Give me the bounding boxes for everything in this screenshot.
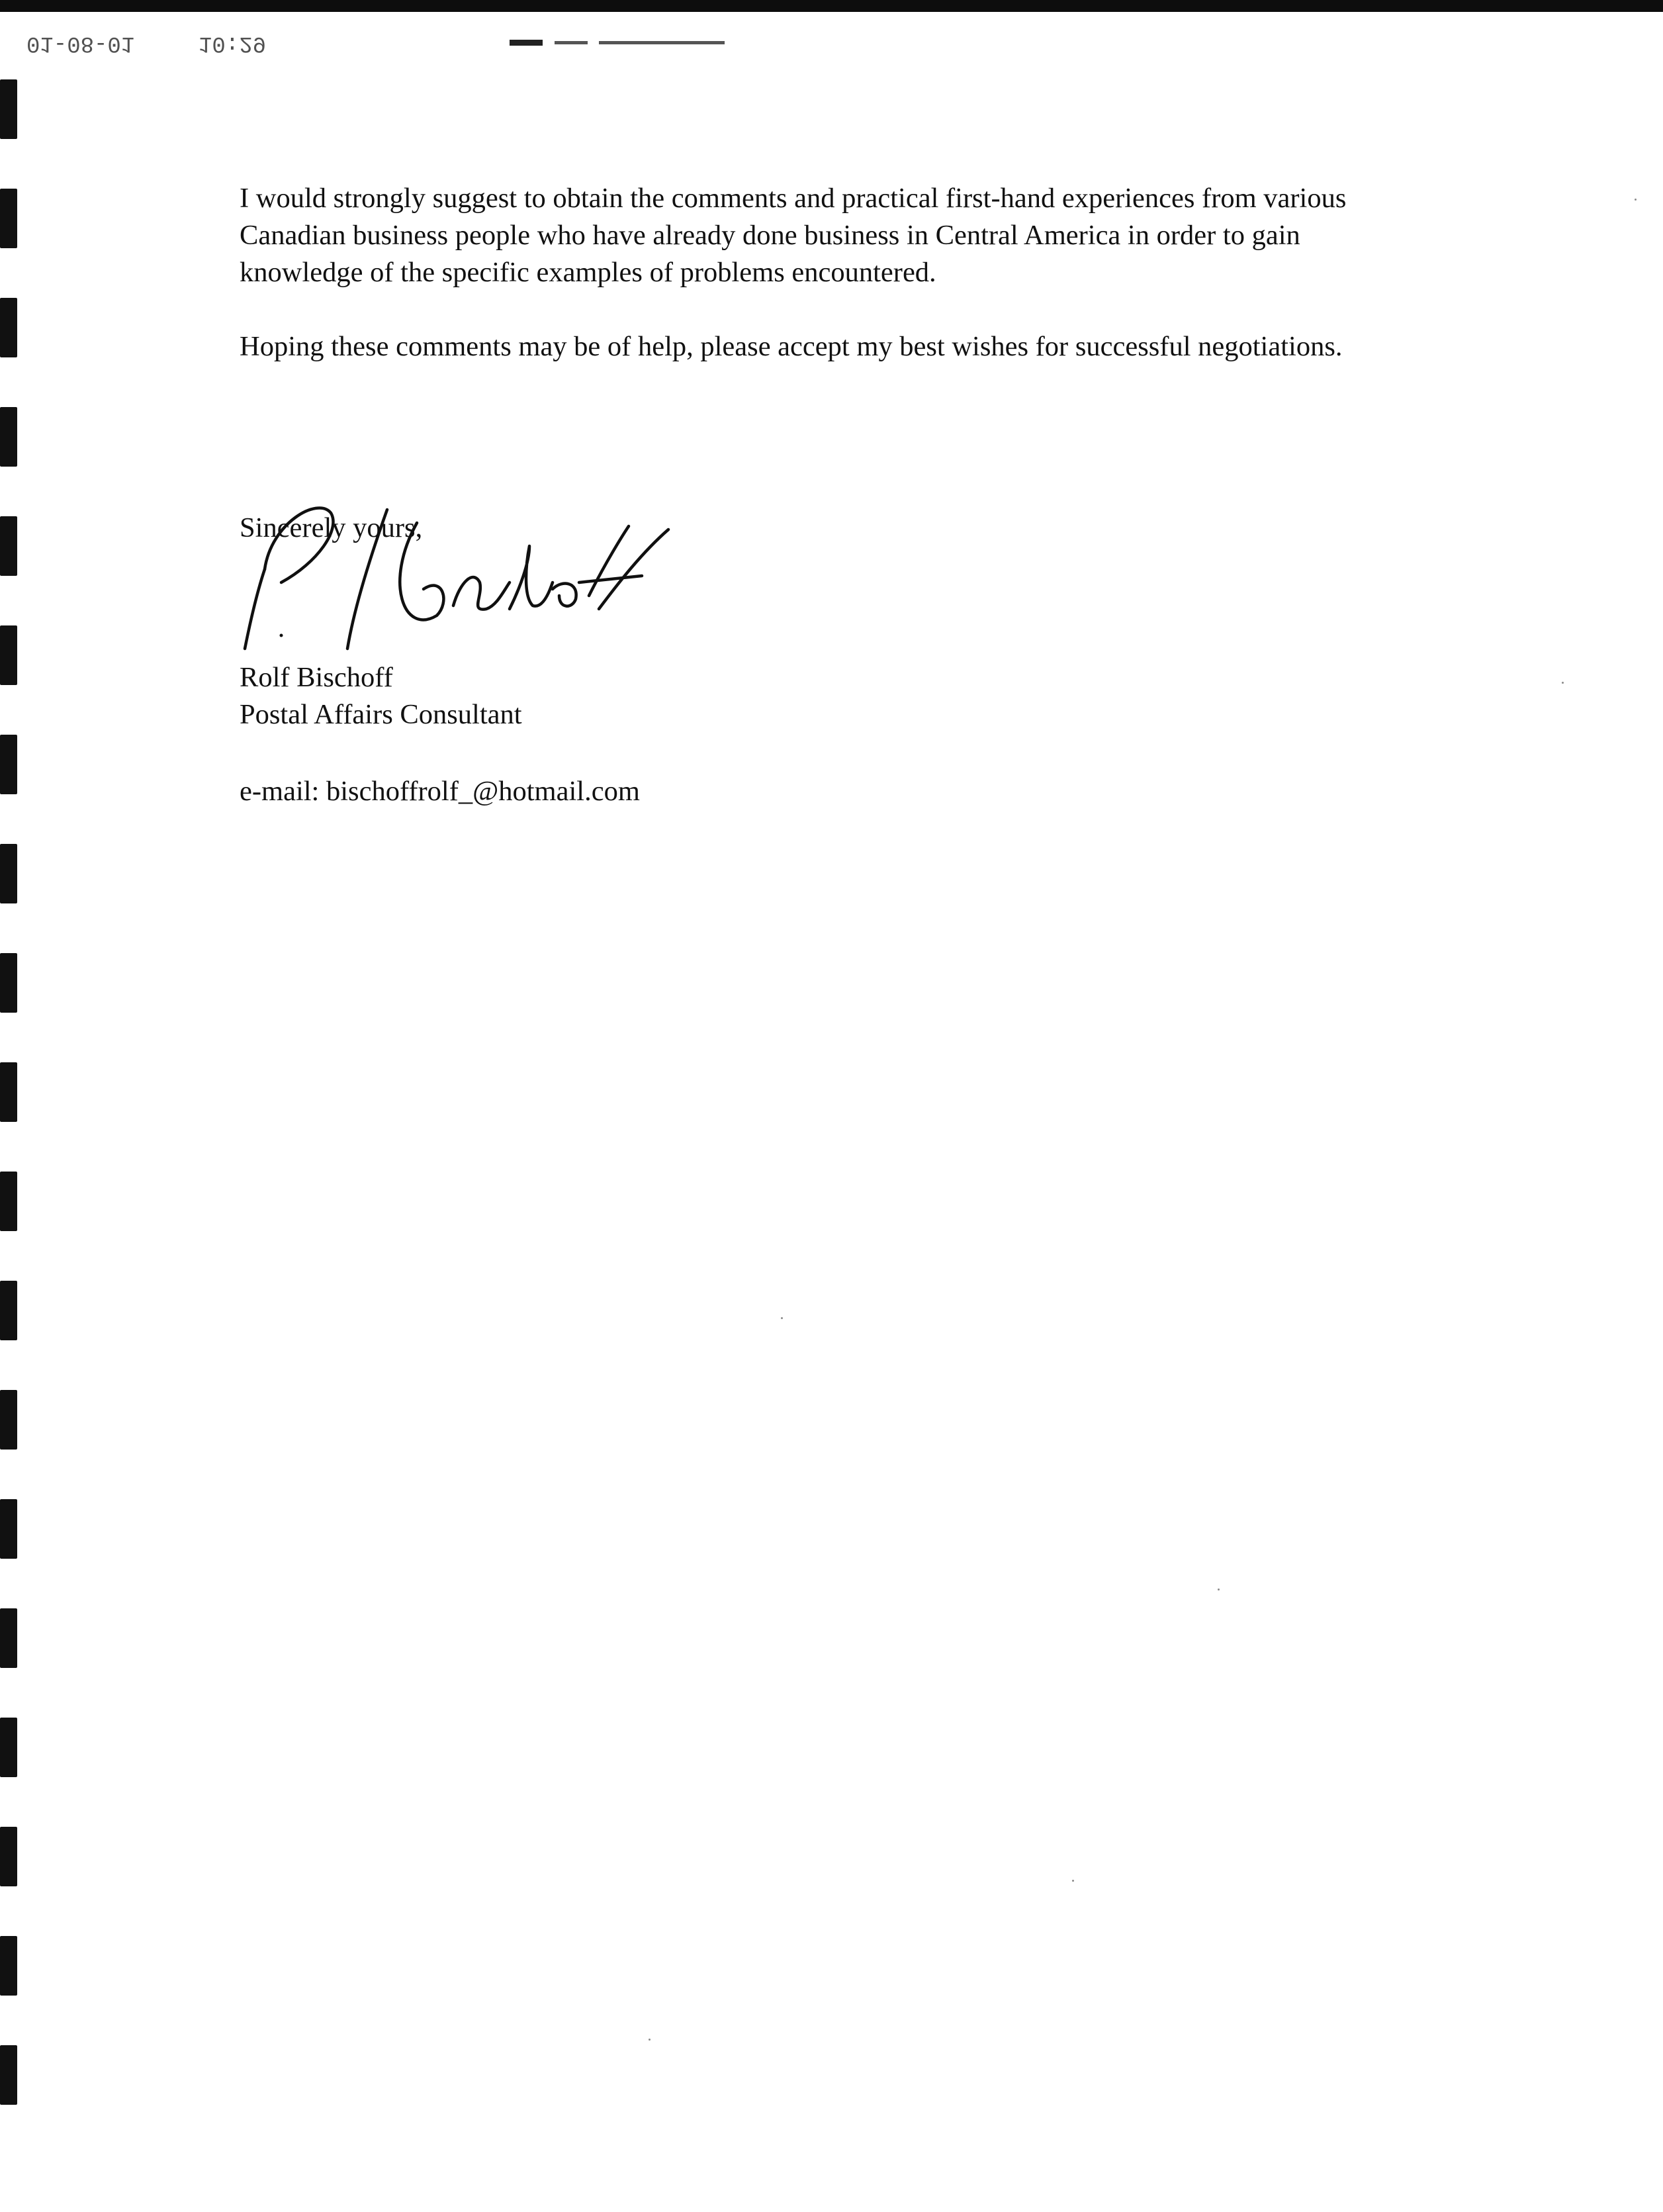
feed-mark	[0, 189, 17, 248]
feed-mark	[0, 1281, 17, 1340]
fax-time: 10:29	[199, 30, 267, 56]
feed-mark	[0, 953, 17, 1013]
scan-speck	[649, 2039, 651, 2041]
scan-speck	[1635, 199, 1637, 201]
signature-block	[240, 659, 522, 733]
feed-mark	[0, 1936, 17, 1996]
feed-mark	[0, 1827, 17, 1886]
fax-header-mark	[510, 40, 543, 46]
feed-mark	[0, 516, 17, 576]
feed-mark	[0, 79, 17, 139]
scan-speck	[1218, 1589, 1220, 1590]
feed-mark	[0, 407, 17, 467]
handwritten-signature	[218, 483, 695, 655]
feed-mark	[0, 1718, 17, 1777]
closing-line: Sincerely yours,	[240, 512, 423, 543]
signer-title: Postal Affairs Consultant	[240, 699, 522, 730]
feed-mark	[0, 1062, 17, 1122]
fax-header-smudge	[555, 41, 588, 44]
letter-body	[240, 180, 1404, 365]
feed-mark	[0, 735, 17, 794]
feed-mark	[0, 1172, 17, 1231]
feed-mark	[0, 1499, 17, 1559]
scan-speck	[1562, 682, 1564, 684]
signer-name: Rolf Bischoff	[240, 662, 393, 693]
scan-speck	[781, 1317, 783, 1319]
fax-date: 01-08-01	[26, 30, 135, 56]
left-edge-feed-marks	[0, 79, 26, 2184]
feed-mark	[0, 2045, 17, 2105]
body-paragraph: Hoping these comments may be of help, please accept my best wishes for successful negotiations.	[240, 331, 1343, 362]
email-line: e-mail: bischoffrolf_@hotmail.com	[240, 776, 640, 807]
scan-speck	[1072, 1880, 1074, 1882]
fax-top-border	[0, 0, 1663, 12]
fax-header-smudge	[599, 41, 725, 44]
feed-mark	[0, 844, 17, 903]
body-paragraph: I would strongly suggest to obtain the comments and practical first-hand experiences from various Canadian business people who have already done business in Central America in order to gain knowledge of the specific examples of problems encountered.	[240, 183, 1347, 288]
feed-mark	[0, 298, 17, 357]
feed-mark	[0, 1608, 17, 1668]
feed-mark	[0, 625, 17, 685]
feed-mark	[0, 1390, 17, 1450]
